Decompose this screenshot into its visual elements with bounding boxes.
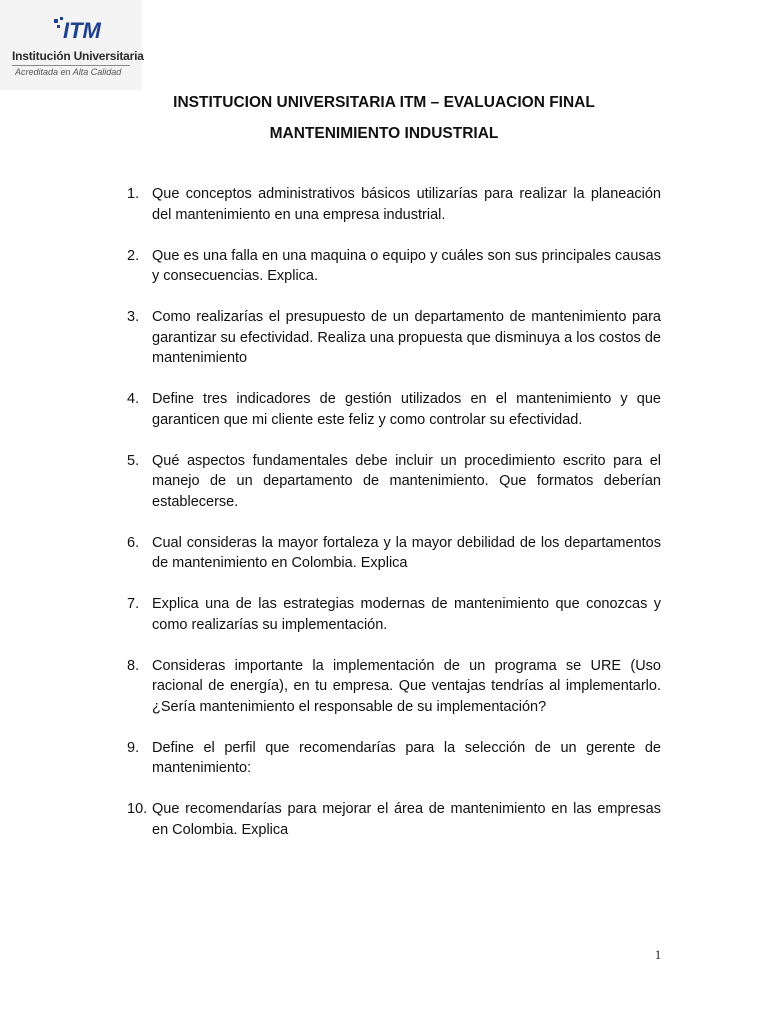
question-number: 6.	[127, 534, 140, 551]
logo-tagline: Acreditada en Alta Calidad	[15, 67, 122, 77]
question-text: Cual consideras la mayor fortaleza y la mayor debilidad de los departamentos de mantenimiento en Colombia. Explica	[152, 534, 661, 571]
question-item	[127, 307, 661, 369]
question-text: Define el perfil que recomendarías para la selección de un gerente de mantenimiento:	[152, 739, 661, 776]
document-subtitle: MANTENIMIENTO INDUSTRIAL	[269, 125, 499, 142]
question-item	[127, 389, 661, 430]
question-item	[127, 738, 661, 779]
question-text: Que recomendarías para mejorar el área de mantenimiento en las empresas en Colombia. Explica	[152, 801, 661, 838]
question-item	[127, 799, 661, 840]
question-item	[127, 533, 661, 574]
question-text: Como realizarías el presupuesto de un departamento de mantenimiento para garantizar su efectividad. Realiza una propuesta que disminuya a los costos de mantenimiento	[152, 309, 661, 366]
question-text: Que es una falla en una maquina o equipo y cuáles son sus principales causas y consecuencias. Explica.	[152, 247, 661, 284]
question-number: 2.	[127, 247, 140, 264]
question-list	[127, 184, 661, 861]
question-item	[127, 594, 661, 635]
question-number: 3.	[127, 309, 140, 325]
question-number: 4.	[127, 391, 140, 407]
document-title: INSTITUCION UNIVERSITARIA ITM – EVALUACION FINAL	[173, 94, 595, 111]
logo-divider	[12, 65, 130, 66]
question-item	[127, 451, 661, 513]
question-item	[127, 246, 661, 287]
logo-institution-name: Institución Universitaria	[12, 49, 144, 63]
question-number: 10.	[127, 801, 148, 817]
itm-logo-mark	[54, 16, 112, 42]
institution-logo	[0, 0, 142, 90]
question-number: 9.	[127, 739, 140, 756]
logo-mark-text: ITM	[63, 18, 101, 42]
question-text: Consideras importante la implementación de un programa se URE (Uso racional de energía), en tu empresa. Que ventajas tendrías al implementarlo. ¿Sería mantenimiento el responsable de su implementación?	[152, 657, 661, 715]
question-text: Que conceptos administrativos básicos utilizarías para realizar la planeación del mantenimiento en una empresa industrial.	[152, 186, 661, 223]
question-number: 8.	[127, 657, 140, 674]
question-text: Define tres indicadores de gestión utilizados en el mantenimiento y que garanticen que mi cliente este feliz y como controlar su efectividad.	[152, 391, 661, 428]
question-item	[127, 184, 661, 225]
question-text: Qué aspectos fundamentales debe incluir un procedimiento escrito para el manejo de un departamento de mantenimiento. Que formatos deberían establecerse.	[152, 452, 661, 510]
question-text: Explica una de las estrategias modernas de mantenimiento que conozcas y como realizarías su implementación.	[152, 596, 661, 633]
page-number: 1	[654, 947, 662, 962]
question-number: 5.	[127, 452, 140, 469]
question-number: 7.	[127, 596, 140, 612]
question-number: 1.	[127, 186, 140, 202]
question-item	[127, 656, 661, 718]
